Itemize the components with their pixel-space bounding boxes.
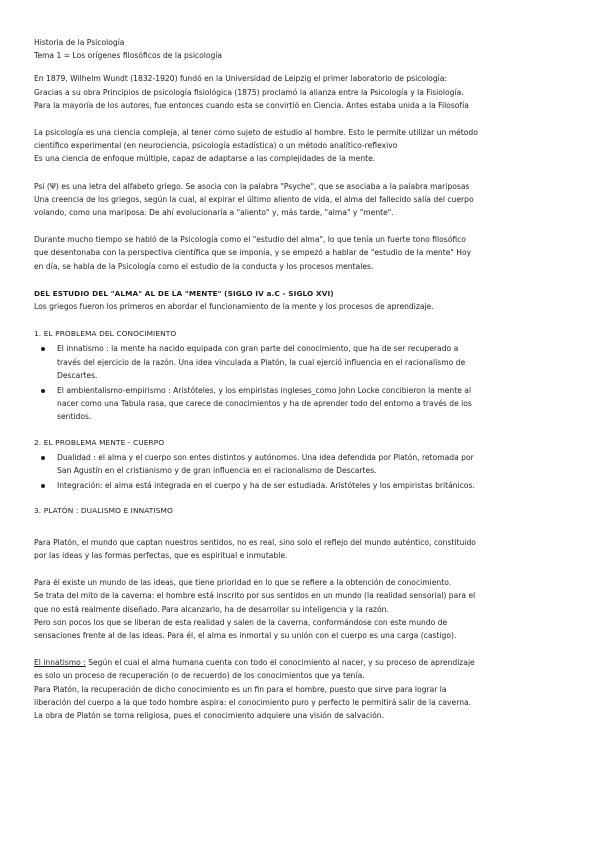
text-line: sentidos. (57, 412, 92, 422)
text-line: volando, como una mariposa. De ahí evolucionaría a "aliento" y, más tarde, "alma" y "mente". (34, 208, 394, 218)
text-line: Para Platón, la recuperación de dicho conocimiento es un fin para el hombre, puesto que sirve para lograr la (34, 684, 447, 694)
doc-title: Historia de la Psicología (34, 38, 125, 47)
text-line: Integración: el alma está integrada en el cuerpo y ha de ser estudiada. Aristóteles y los empiristas británicos. (57, 481, 475, 491)
text-line: que no está realmente diseñado. Para alcanzarlo, ha de desarrollar su inteligencia y la razón. (34, 604, 389, 614)
text-line: En 1879, Wilhelm Wundt (1832-1920) fundó en la Universidad de Leipzig el primer laboratorio de psicología: (34, 74, 447, 84)
bullet-icon (41, 389, 45, 393)
text-line: Descartes. (57, 370, 98, 380)
text-line: Para Platón, el mundo que captan nuestros sentidos, no es real, sino solo el reflejo del mundo auténtico, constituido (34, 537, 476, 547)
text-line: Es una ciencia de enfoque múltiple, capaz de adaptarse a las complejidades de la mente. (34, 154, 376, 164)
text-line: Una creencia de los griegos, según la cual, al expirar el último aliento de vida, el alma del fallecido salía del cuerpo (34, 194, 474, 204)
intro-paragraph-1 (34, 72, 568, 112)
section-heading-mente-cuerpo: 2. EL PROBLEMA MENTE - CUERPO (34, 437, 165, 447)
list-item (34, 479, 568, 492)
text-line: La obra de Platón se torna religiosa, pues el conocimiento adquiere una visión de salvación. (34, 710, 385, 720)
text-line: Durante mucho tiempo se habló de la Psicología como el "estudio del alma", lo que tenía un fuerte tono filosófico (34, 235, 466, 245)
text-line: es solo un proceso de recuperación (o de recuerdo) de los conocimientos que ya tenía. (34, 671, 365, 681)
section-intro-text: Los griegos fueron los primeros en abordar el funcionamiento de la mente y los procesos de aprendizaje. (34, 302, 434, 312)
innatismo-paragraph (34, 656, 568, 722)
text-line: través del ejercicio de la razón. Una idea vinculada a Platón, la cual ejerció influencia en el racionalismo de (57, 357, 466, 367)
platon-paragraph-1 (34, 536, 568, 562)
bullet-icon (41, 484, 45, 488)
text-line: que desentonaba con la perspectiva científica que se imponía, y se empezó a hablar de "estudio de la mente" Hoy (34, 248, 472, 258)
doc-subtitle: Tema 1 = Los orígenes filosóficos de la psicología (34, 51, 223, 61)
intro-paragraph-4 (34, 233, 568, 273)
text-line: científico experimental (en neurociencia, psicología estadística) o un método analítico-reflexivo (34, 141, 398, 151)
innatismo-definition: Según el cual el alma humana cuenta con todo el conocimiento al nacer, y su proceso de aprendizaje (85, 658, 475, 668)
list-item (34, 342, 568, 382)
document-page (34, 36, 568, 722)
conocimiento-list (34, 342, 568, 423)
text-line: Se trata del mito de la caverna: el hombre está inscrito por sus sentidos en un mundo (la realidad sensorial) para el (34, 591, 476, 601)
list-item (34, 451, 568, 477)
bullet-icon (41, 347, 45, 351)
section-heading-alma-mente: DEL ESTUDIO DEL "ALMA" AL DE LA "MENTE" (SIGLO IV a.C - SIGLO XVI) (34, 288, 334, 298)
text-line: Dualidad : el alma y el cuerpo son entes distintos y autónomos. Una idea defendida por Platón, retomada por (57, 452, 474, 462)
intro-paragraph-3 (34, 180, 568, 220)
intro-paragraph-2 (34, 126, 568, 166)
mente-cuerpo-list (34, 451, 568, 493)
text-line: San Agustín en el cristianismo y de gran influencia en el racionalismo de Descartes. (57, 466, 377, 476)
text-line: La psicología es una ciencia compleja, al tener como sujeto de estudio al hombre. Esto le permite utilizar un método (34, 128, 478, 138)
text-line: nacer como una Tabula rasa, que carece de conocimientos y ha de aprender todo del entorno a través de los (57, 399, 472, 409)
text-line: Para él existe un mundo de las ideas, que tiene prioridad en lo que se refiere a la obtención de conocimiento. (34, 578, 452, 588)
text-line: El ambientalismo-empirismo : Aristóteles, y los empiristas ingleses_como John Locke concibieron la mente al (57, 386, 472, 396)
text-line: El innatismo : la mente ha nacido equipada con gran parte del conocimiento, que ha de ser recuperado a (57, 344, 459, 354)
text-line: liberación del cuerpo a la que todo hombre aspira: el conocimiento puro y perfecto le permitirá salir de la caverna. (34, 697, 472, 707)
text-line: por las ideas y las formas perfectas, que es espiritual e inmutable. (34, 550, 288, 560)
section-heading-conocimiento: 1. EL PROBLEMA DEL CONOCIMIENTO (34, 329, 177, 339)
text-line: Gracias a su obra Principios de psicología fisiológica (1875) proclamó la alianza entre la Psicología y la Fisiología. (34, 87, 464, 97)
list-item (34, 384, 568, 424)
innatismo-term: El innatismo : (34, 658, 86, 668)
bullet-icon (41, 456, 45, 460)
text-line: en día, se habla de la Psicología como el estudio de la conducta y los procesos mentales. (34, 261, 374, 271)
section-heading-platon: 3. PLATÓN : DUALISMO E INNATISMO (34, 506, 173, 516)
platon-paragraph-2 (34, 576, 568, 642)
text-line (34, 656, 568, 669)
text-line: Pero son pocos los que se liberan de esta realidad y salen de la caverna, conformándose con este mundo de (34, 617, 448, 627)
text-line: sensaciones frente al de las ideas. Para él, el alma es inmortal y su unión con el cuerpo es una carga (castigo). (34, 630, 457, 640)
text-line: Psi (Ψ) es una letra del alfabeto griego. Se asocia con la palabra "Psyche", que se asociaba a la palabra mariposas (34, 181, 470, 191)
text-line: Para la mayoría de los autores, fue entonces cuando esta se convirtió en Ciencia. Antes estaba unida a la Filosofía (34, 100, 469, 110)
